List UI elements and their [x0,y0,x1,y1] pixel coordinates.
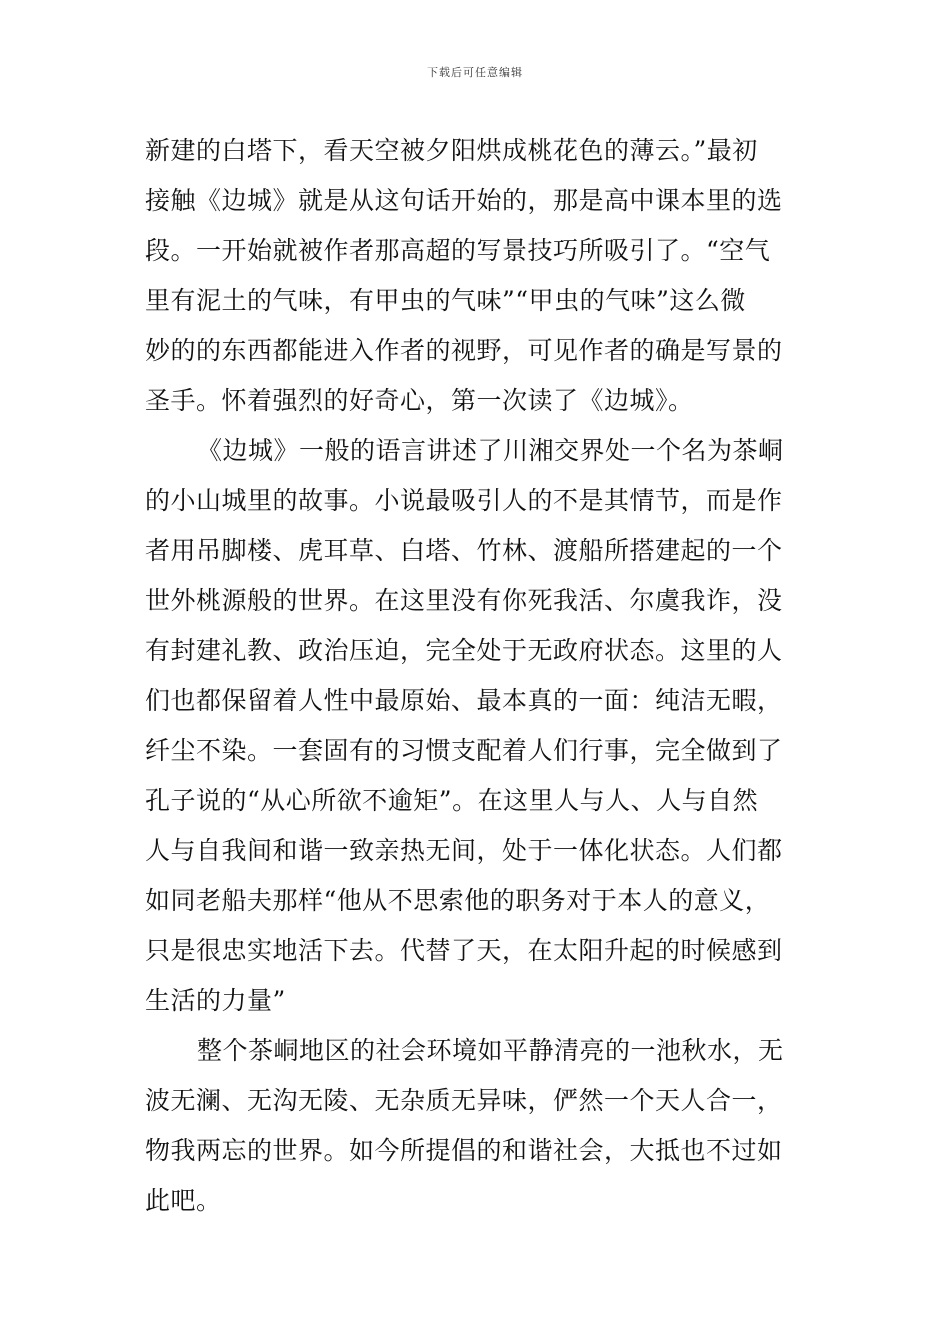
text-line: 者用吊脚楼、虎耳草、白塔、竹林、渡船所搭建起的一个 [145,536,783,565]
text-line: 有封建礼教、政治压迫，完全处于无政府状态。这里的人 [145,636,783,665]
text-line: 们也都保留着人性中最原始、最本真的一面：纯洁无暇， [145,686,783,715]
text-line: 新建的白塔下，看天空被夕阳烘成桃花色的薄云。”最初 [145,136,758,165]
paragraph [145,126,810,426]
paragraph [145,1026,810,1226]
text-line: 纤尘不染。一套固有的习惯支配着人们行事，完全做到了 [145,736,783,765]
text-line: 接触《边城》就是从这句话开始的，那是高中课本里的选 [145,186,783,215]
body-text [145,126,810,1226]
text-line: 圣手。怀着强烈的好奇心，第一次读了《边城》。 [145,386,694,415]
text-line: 孔子说的“从心所欲不逾矩”。在这里人与人、人与自然 [145,786,759,815]
text-line: 人与自我间和谐一致亲热无间，处于一体化状态。人们都 [145,836,783,865]
text-line: 《边城》一般的语言讲述了川湘交界处一个名为茶峒 [197,436,784,465]
text-line: 此吧。 [145,1186,222,1215]
text-line: 波无澜、无沟无陵、无杂质无异味，俨然一个天人合一， [145,1086,783,1115]
page-header: 下载后可任意编辑 [427,66,523,79]
text-line: 里有泥土的气味，有甲虫的气味”“甲虫的气味”这么微 [145,286,746,315]
text-line: 物我两忘的世界。如今所提倡的和谐社会，大抵也不过如 [145,1136,783,1165]
paragraph [145,426,810,1026]
text-line: 生活的力量” [145,986,286,1015]
text-line: 只是很忠实地活下去。代替了天，在太阳升起的时候感到 [145,936,783,965]
text-line: 整个茶峒地区的社会环境如平静清亮的一池秋水，无 [197,1036,784,1065]
text-line: 世外桃源般的世界。在这里没有你死我活、尔虞我诈，没 [145,586,783,615]
text-line: 的小山城里的故事。小说最吸引人的不是其情节，而是作 [145,486,783,515]
text-line: 段。一开始就被作者那高超的写景技巧所吸引了。“空气 [145,236,771,265]
text-line: 妙的的东西都能进入作者的视野，可见作者的确是写景的 [145,336,783,365]
text-line: 如同老船夫那样“他从不思索他的职务对于本人的意义， [145,886,771,915]
